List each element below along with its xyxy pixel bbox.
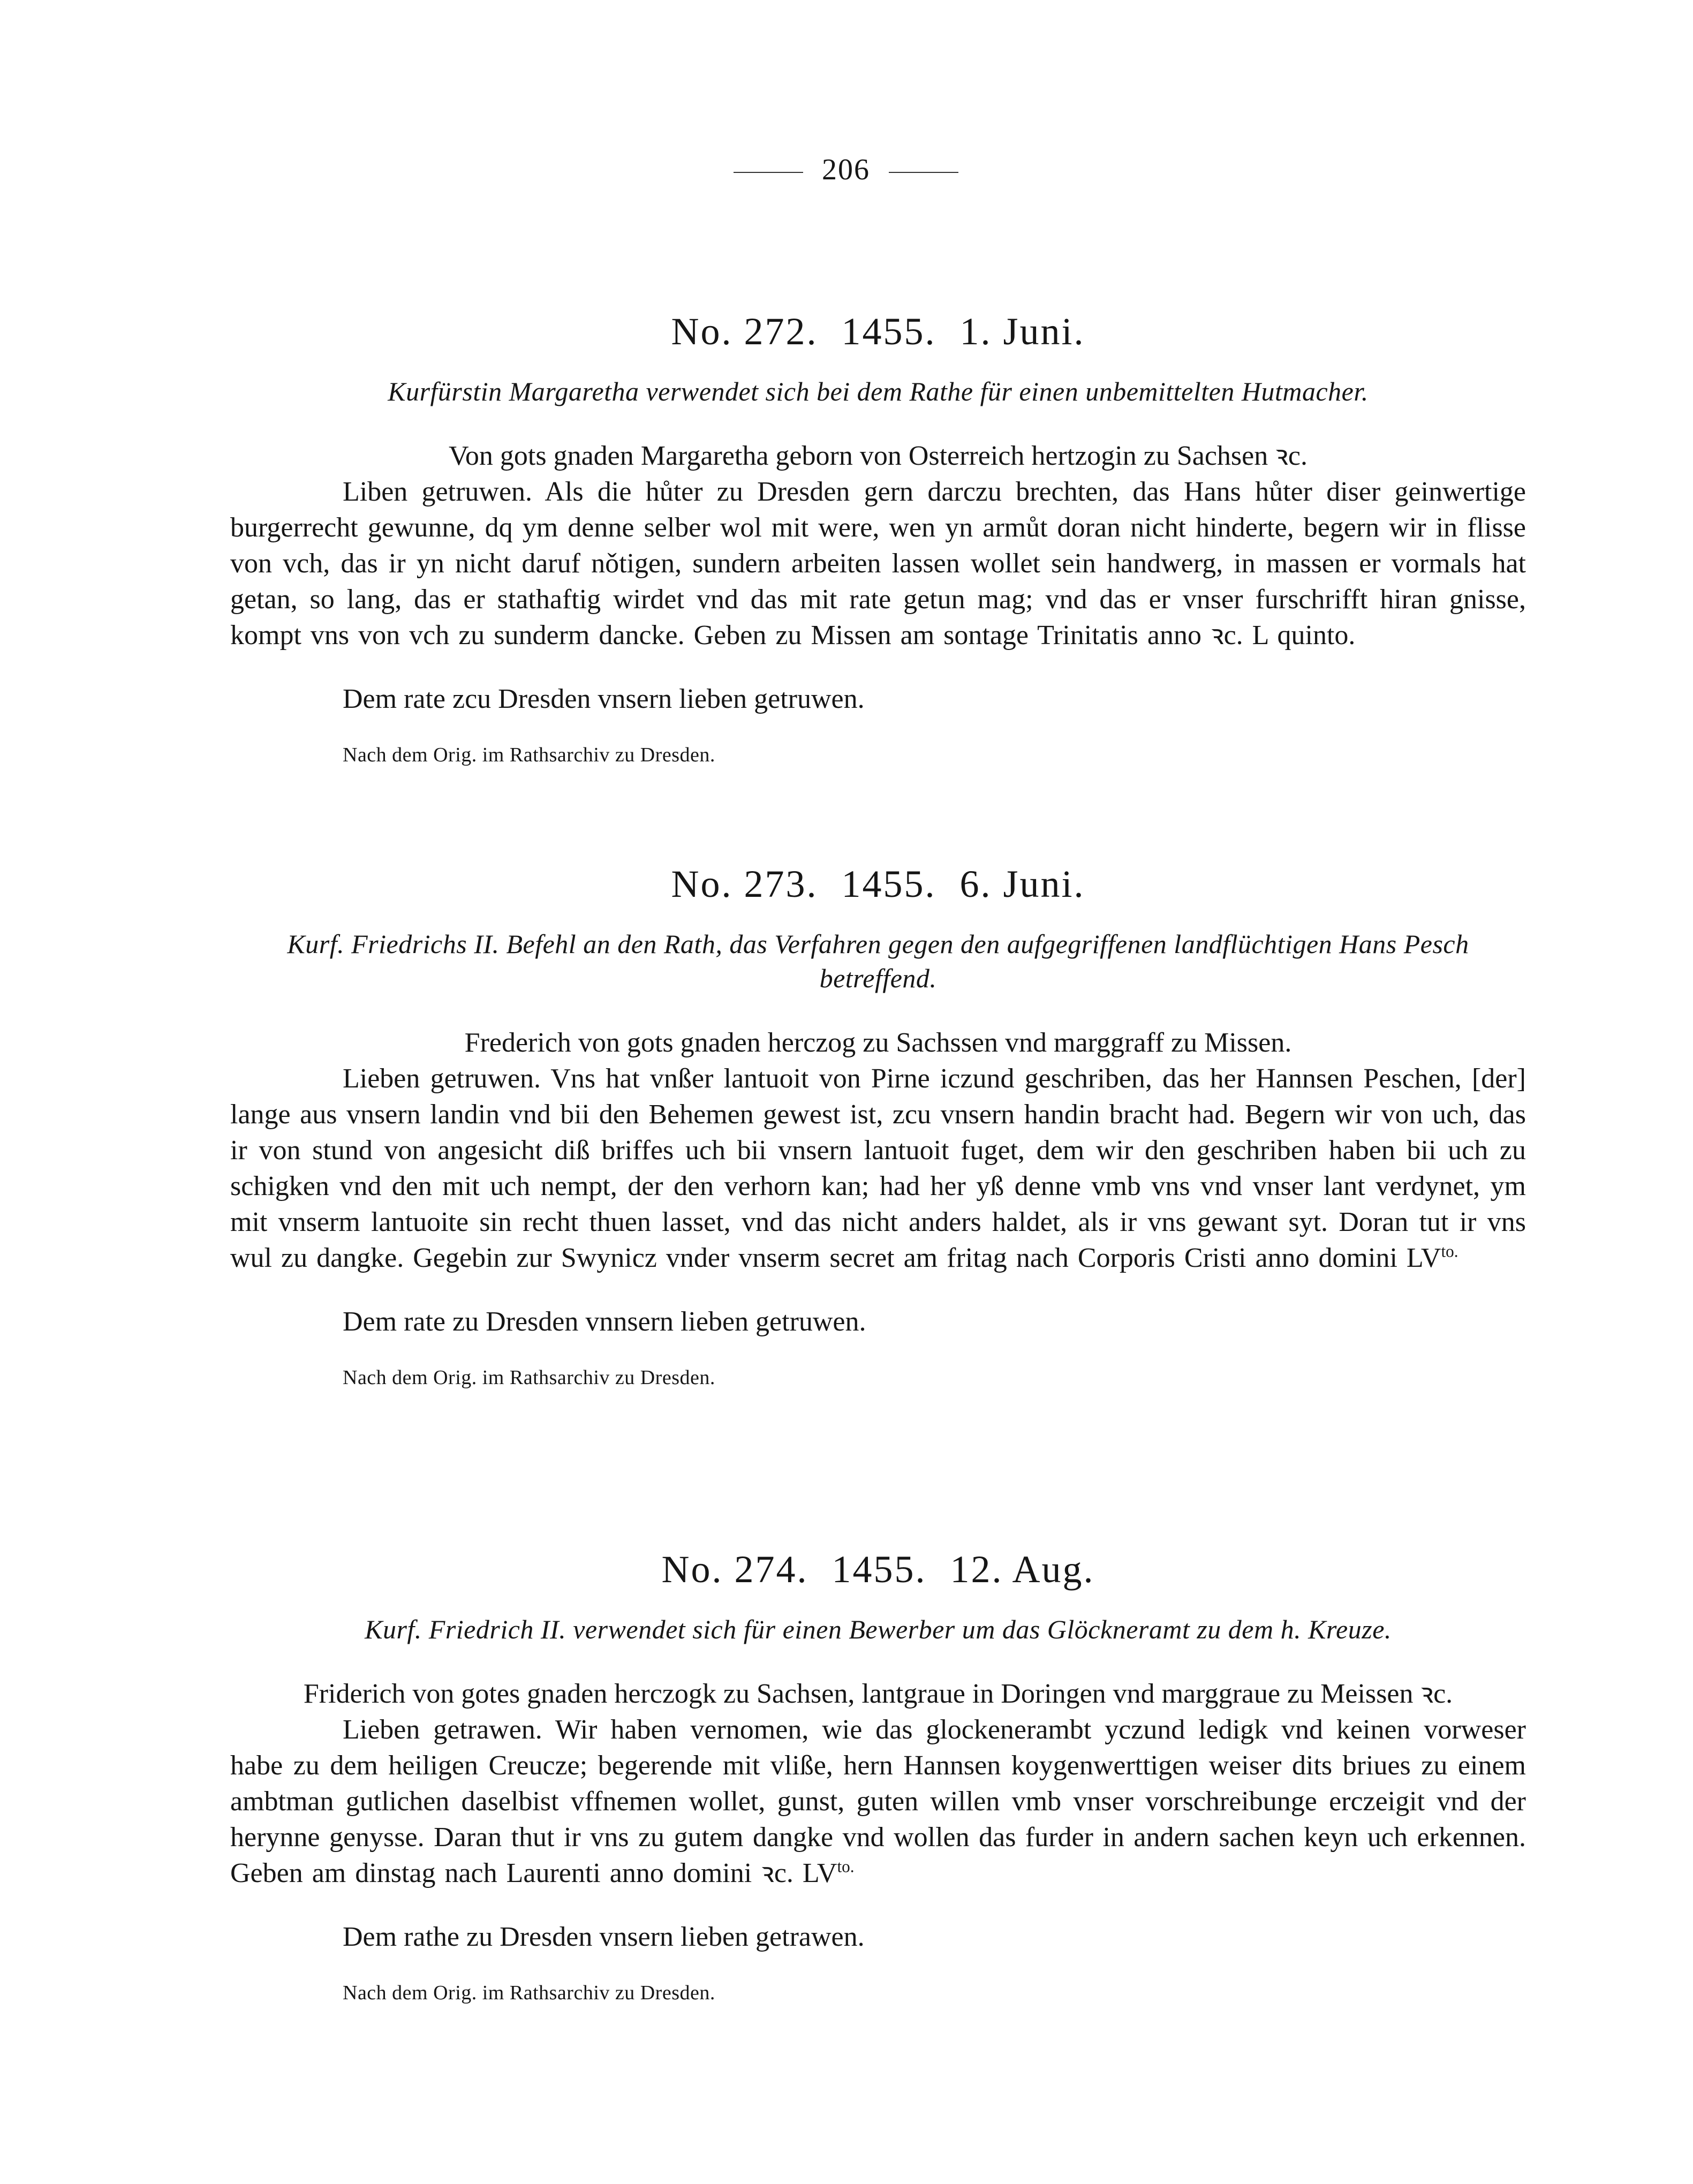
document-address: Dem rate zcu Dresden vnsern lieben getruwen.: [343, 684, 865, 714]
document-body-text: Lieben getruwen. Vns hat vnßer lantuoit von Pirne iczund geschriben, das her Hannsen Peschen, [der] lange aus vnsern landin vnd bii den Behemen gewest ist, zcu vnsern handin bracht had. Begern wir von uch, das ir von stund von angesicht diß briffes uch bii vnsern lantuoit fuget, dem wir den geschriben haben bii uch zu schigken vnd den mit uch nempt, der den verhorn kan; had her yß denne vmb vns vnd vnser lant verdynet, ym mit vnserm lantuoite sin recht thuen lasset, vnd das nicht anders haldet, als ir vns gewant syt. Doran tut ir vns wul zu dangke. Gegebin zur Swynicz vnder vnserm secret am fritag nach Corporis Cristi anno domini LV: [230, 1063, 1526, 1273]
document-number: No. 273.: [671, 863, 818, 905]
document-date: 6. Juni.: [959, 863, 1085, 905]
document-body-superscript: to.: [1441, 1242, 1458, 1261]
document-summary: Kurfürstin Margaretha verwendet sich bei dem Rathe für einen unbemittelten Hutmacher.: [388, 376, 1369, 406]
document-salutation: Frederich von gots gnaden herczog zu Sachssen vnd marggraff zu Missen.: [464, 1027, 1292, 1058]
document-address: Dem rate zu Dresden vnnsern lieben getruwen.: [343, 1306, 866, 1337]
document-number: No. 272.: [671, 310, 818, 353]
document-source-note: Nach dem Orig. im Rathsarchiv zu Dresden.: [343, 1982, 715, 2004]
document-salutation: Von gots gnaden Margaretha geborn von Osterreich hertzogin zu Sachsen ꝛc.: [449, 441, 1307, 471]
document-source-note: Nach dem Orig. im Rathsarchiv zu Dresden.: [343, 744, 715, 766]
document-entry-272: [230, 309, 1526, 768]
document-heading: [230, 1547, 1526, 1592]
document-entry-273: [230, 862, 1526, 1391]
document-body-superscript: to.: [837, 1857, 855, 1876]
page-number-text: 206: [822, 153, 870, 186]
document-year: 1455.: [841, 310, 936, 353]
page-number: [696, 153, 996, 187]
document-body: [230, 1712, 1526, 1891]
document-number: No. 274.: [661, 1548, 808, 1591]
right-rule: [889, 172, 958, 173]
document-body: Liben getruwen. Als die hůter zu Dresden gern darczu brechten, das Hans hůter diser geinwertige burgerrecht gewunne, dq ym denne selber wol mit were, wen yn armůt doran nicht hinderte, begern wir in flisse von vch, das ir yn nicht daruf nǒtigen, sundern arbeiten lassen wollet sein handwerg, in massen er vormals hat getan, so lang, das er stathaftig wirdet vnd das mit rate getun mag; vnd das er vnser furschrifft hiran gnisse, kompt vns von vch zu sunderm dancke. Geben zu Missen am sontage Trinitatis anno ꝛc. L quinto.: [230, 477, 1526, 651]
document-summary: Kurf. Friedrichs II. Befehl an den Rath, das Verfahren gegen den aufgegriffenen landflüchtigen Hans Pesch betreffend.: [287, 929, 1469, 993]
document-heading: [230, 309, 1526, 354]
document-date: 12. Aug.: [950, 1548, 1095, 1591]
document-entry-274: [230, 1547, 1526, 2006]
document-year: 1455.: [832, 1548, 927, 1591]
document-body-text: Lieben getrawen. Wir haben vernomen, wie das glockenerambt yczund ledigk vnd keinen vorweser habe zu dem heiligen Creucze; begerende mit vliße, hern Hannsen koygenwerttigen weiser dits briues zu einem ambtman gutlichen daselbist vffnemen wollet, gunst, guten willen vmb vnser vorschreibunge erczeigit vnd der herynne genysse. Daran thut ir vns zu gutem dangke vnd wollen das furder in andern sachen keyn uch erkennen. Geben am dinstag nach Laurenti anno domini ꝛc. LV: [230, 1714, 1526, 1888]
document-year: 1455.: [841, 863, 936, 905]
document-source-note: Nach dem Orig. im Rathsarchiv zu Dresden.: [343, 1366, 715, 1389]
left-rule: [734, 172, 803, 173]
document-body: [230, 1061, 1526, 1276]
document-summary: Kurf. Friedrich II. verwendet sich für einen Bewerber um das Glöckneramt zu dem h. Kreuze.: [365, 1614, 1392, 1644]
document-date: 1. Juni.: [959, 310, 1085, 353]
document-salutation: Friderich von gotes gnaden herczogk zu Sachsen, lantgraue in Doringen vnd marggraue zu Meissen ꝛc.: [303, 1679, 1453, 1709]
document-address: Dem rathe zu Dresden vnsern lieben getrawen.: [343, 1922, 865, 1952]
document-heading: [230, 862, 1526, 906]
